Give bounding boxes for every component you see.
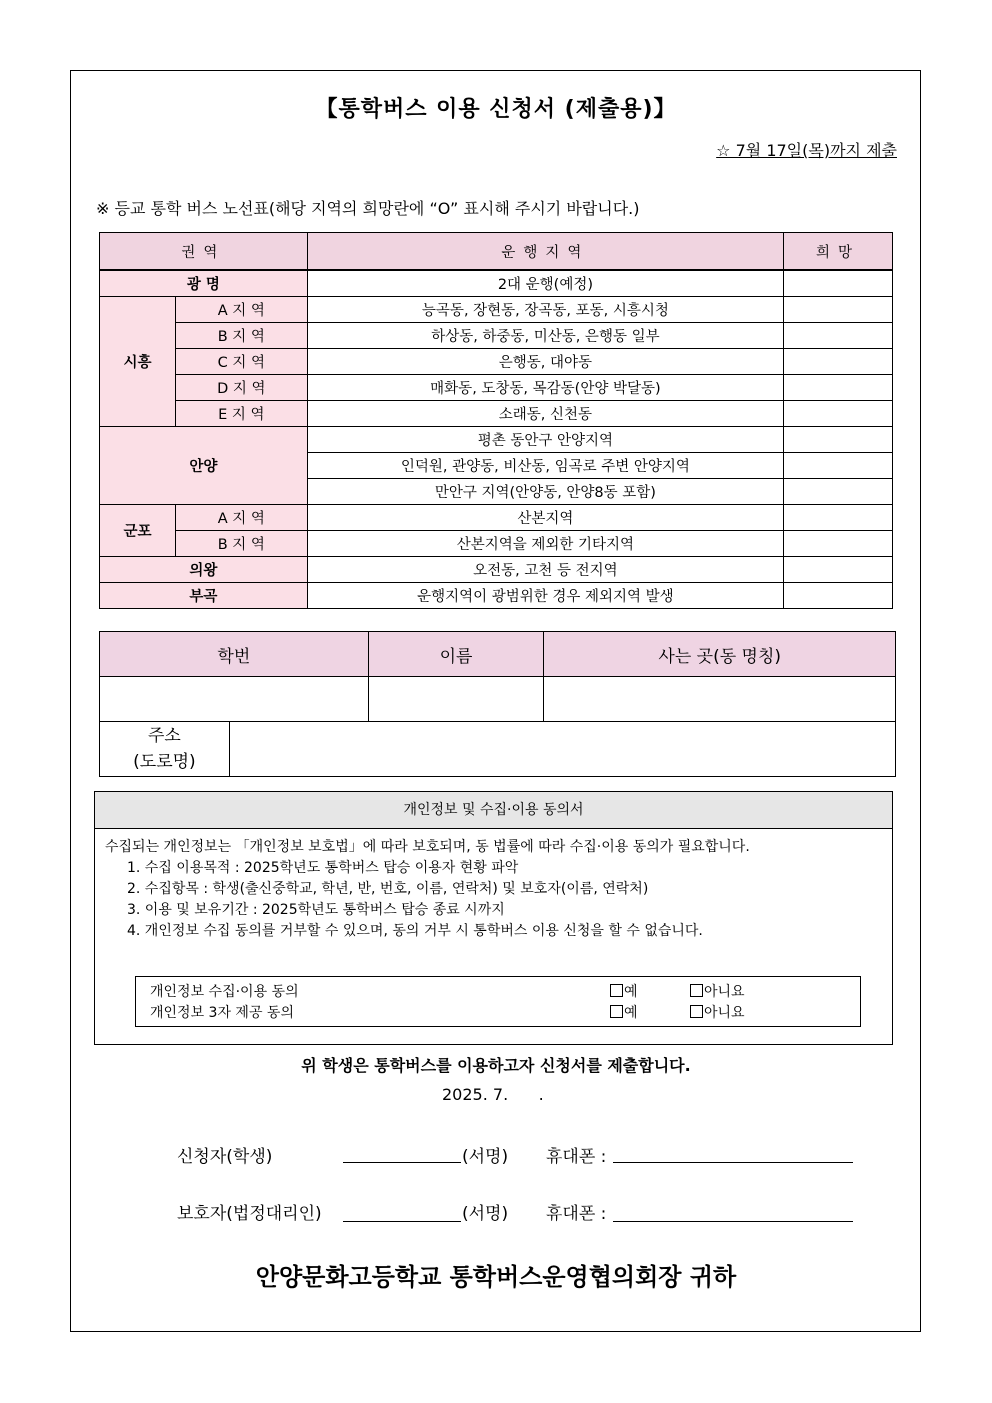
zone-cell: B 지 역 xyxy=(175,531,307,557)
recipient-footer: 안양문화고등학교 통학버스운영협의회장 귀하 xyxy=(255,1263,737,1291)
agree-collect-no[interactable] xyxy=(690,981,745,1001)
applicant-sign-line[interactable] xyxy=(343,1162,461,1163)
table-row xyxy=(100,557,893,583)
route-table-header xyxy=(100,233,893,271)
zone-cell: B 지 역 xyxy=(175,323,307,349)
address-field[interactable] xyxy=(229,722,895,777)
consent-item: 4. 개인정보 수집 동의를 거부할 수 있으며, 동의 거부 시 통학버스 이용 신청을 할 수 없습니다. xyxy=(127,923,703,939)
area-cell: 인덕원, 관양동, 비산동, 임곡로 주변 안양지역 xyxy=(307,453,783,479)
agree-thirdparty-no[interactable] xyxy=(690,1002,745,1022)
area-cell: 매화동, 도창동, 목감동(안양 박달동) xyxy=(307,375,783,401)
guardian-phone-label: 휴대폰 : xyxy=(546,1204,607,1224)
applicant-sign-label: (서명) xyxy=(462,1147,509,1167)
header-area: 운행지역 xyxy=(307,233,783,271)
guardian-phone-line[interactable] xyxy=(613,1221,853,1222)
applicant-label: 신청자(학생) xyxy=(177,1147,273,1167)
area-cell: 산본지역을 제외한 기타지역 xyxy=(307,531,783,557)
table-row xyxy=(100,531,893,557)
guardian-sign-line[interactable] xyxy=(343,1221,461,1222)
page-title: 【통학버스 이용 신청서 (제출용)】 xyxy=(315,97,677,122)
residence-header: 사는 곳(동 명칭) xyxy=(544,632,896,677)
header-wish: 희망 xyxy=(784,233,893,271)
region-siheung: 시흥 xyxy=(100,297,176,427)
area-cell: 하상동, 하중동, 미산동, 은행동 일부 xyxy=(307,323,783,349)
residence-field[interactable] xyxy=(544,677,896,722)
student-id-header: 학번 xyxy=(100,632,369,677)
address-label xyxy=(100,722,230,777)
consent-body xyxy=(95,829,892,942)
region-anyang: 안양 xyxy=(100,427,308,505)
zone-cell: C 지 역 xyxy=(175,349,307,375)
submit-statement: 위 학생은 통학버스를 이용하고자 신청서를 제출합니다. xyxy=(301,1056,691,1075)
wish-cell[interactable] xyxy=(784,479,893,505)
region-gwangmyeong: 광 명 xyxy=(100,270,308,297)
wish-cell[interactable] xyxy=(784,297,893,323)
area-cell: 운행지역이 광범위한 경우 제외지역 발생 xyxy=(307,583,783,609)
wish-cell[interactable] xyxy=(784,349,893,375)
area-cell: 산본지역 xyxy=(307,505,783,531)
wish-cell[interactable] xyxy=(784,583,893,609)
agree-thirdparty-yes[interactable] xyxy=(610,1002,638,1022)
applicant-phone-line[interactable] xyxy=(613,1162,853,1163)
consent-item: 2. 수집항목 : 학생(출신중학교, 학년, 반, 번호, 이름, 연락처) 및 보호자(이름, 연락처) xyxy=(127,881,649,897)
application-date: 2025. 7. . xyxy=(442,1085,544,1104)
route-notice: ※ 등교 통학 버스 노선표(해당 지역의 희망란에 “O” 표시해 주시기 바랍니다.) xyxy=(96,199,640,218)
area-cell: 능곡동, 장현동, 장곡동, 포동, 시흥시청 xyxy=(307,297,783,323)
wish-cell[interactable] xyxy=(784,427,893,453)
name-header: 이름 xyxy=(368,632,544,677)
area-cell: 은행동, 대야동 xyxy=(307,349,783,375)
address-label-line2: (도로명) xyxy=(133,752,196,772)
wish-cell[interactable] xyxy=(784,557,893,583)
table-row xyxy=(100,427,893,453)
table-row xyxy=(100,375,893,401)
yes-label: 예 xyxy=(624,984,638,1000)
guardian-label: 보호자(법정대리인) xyxy=(177,1204,322,1224)
table-row xyxy=(100,583,893,609)
checkbox-icon xyxy=(610,984,623,997)
region-bugok: 부곡 xyxy=(100,583,308,609)
area-cell: 2대 운행(예정) xyxy=(307,270,783,297)
address-label-line1: 주소 xyxy=(147,726,181,746)
wish-cell[interactable] xyxy=(784,531,893,557)
wish-cell[interactable] xyxy=(784,323,893,349)
agree-thirdparty-label: 개인정보 3자 제공 동의 xyxy=(150,1005,294,1021)
wish-cell[interactable] xyxy=(784,401,893,427)
zone-cell: A 지 역 xyxy=(175,297,307,323)
table-row xyxy=(100,270,893,297)
route-table xyxy=(99,232,893,609)
consent-title: 개인정보 및 수집·이용 동의서 xyxy=(95,792,892,829)
consent-intro: 수집되는 개인정보는 「개인정보 보호법」에 따라 보호되며, 동 법률에 따라 수집·이용 동의가 필요합니다. xyxy=(105,839,750,855)
wish-cell[interactable] xyxy=(784,270,893,297)
wish-cell[interactable] xyxy=(784,375,893,401)
consent-item: 3. 이용 및 보유기간 : 2025학년도 통학버스 탑승 종료 시까지 xyxy=(127,902,505,918)
wish-cell[interactable] xyxy=(784,453,893,479)
area-cell: 오전동, 고천 등 전지역 xyxy=(307,557,783,583)
deadline-note: ☆ 7월 17일(목)까지 제출 xyxy=(716,141,897,160)
name-field[interactable] xyxy=(368,677,544,722)
area-cell: 평촌 동안구 안양지역 xyxy=(307,427,783,453)
student-id-field[interactable] xyxy=(100,677,369,722)
zone-cell: D 지 역 xyxy=(175,375,307,401)
consent-item: 1. 수집 이용목적 : 2025학년도 통학버스 탑승 이용자 현황 파악 xyxy=(127,860,519,876)
table-row xyxy=(100,297,893,323)
no-label: 아니요 xyxy=(704,1005,745,1021)
yes-label: 예 xyxy=(624,1005,638,1021)
region-gunpo: 군포 xyxy=(100,505,176,557)
zone-cell: E 지 역 xyxy=(175,401,307,427)
consent-agree-box xyxy=(135,976,861,1027)
applicant-phone-label: 휴대폰 : xyxy=(546,1147,607,1167)
table-row xyxy=(100,401,893,427)
checkbox-icon xyxy=(690,1005,703,1018)
table-row xyxy=(100,323,893,349)
table-row xyxy=(100,505,893,531)
header-region: 권역 xyxy=(100,233,308,271)
student-info-table xyxy=(99,631,896,777)
consent-section xyxy=(94,791,893,1045)
region-uiwang: 의왕 xyxy=(100,557,308,583)
zone-cell: A 지 역 xyxy=(175,505,307,531)
checkbox-icon xyxy=(610,1005,623,1018)
no-label: 아니요 xyxy=(704,984,745,1000)
area-cell: 만안구 지역(안양동, 안양8동 포함) xyxy=(307,479,783,505)
checkbox-icon xyxy=(690,984,703,997)
guardian-sign-label: (서명) xyxy=(462,1204,509,1224)
area-cell: 소래동, 신천동 xyxy=(307,401,783,427)
table-row xyxy=(100,349,893,375)
agree-collect-label: 개인정보 수집·이용 동의 xyxy=(150,984,299,1000)
wish-cell[interactable] xyxy=(784,505,893,531)
agree-collect-yes[interactable] xyxy=(610,981,638,1001)
